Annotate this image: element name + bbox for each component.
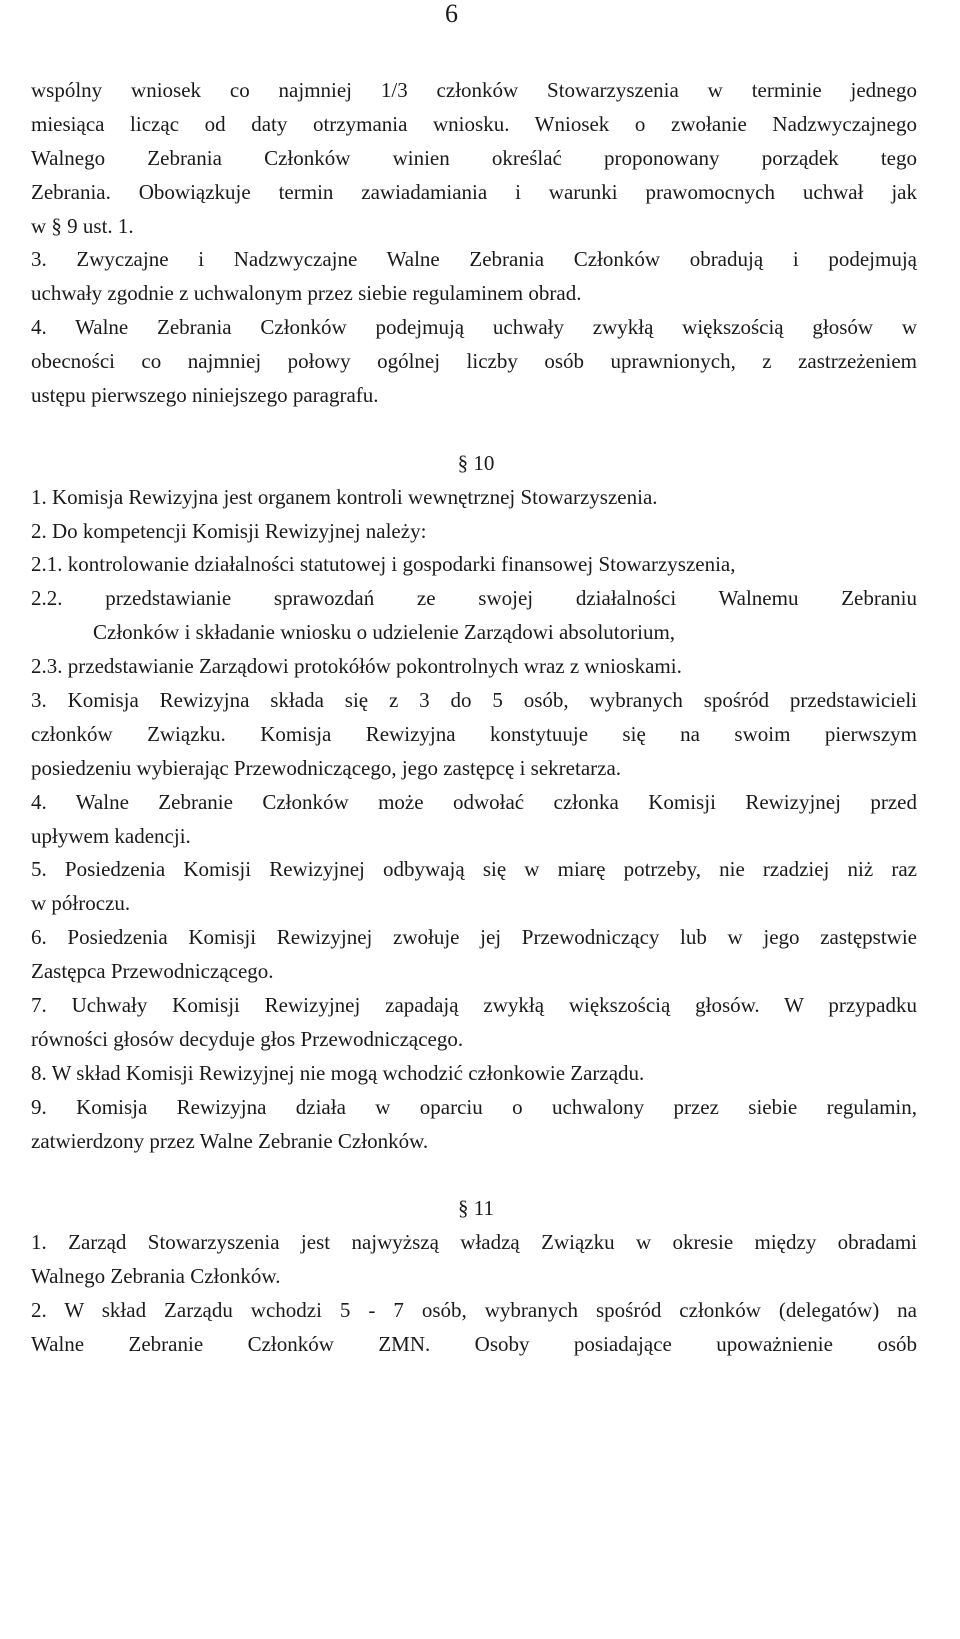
text-line: miesiąca licząc od daty otrzymania wniosku. Wniosek o zwołanie Nadzwyczajnego [31,111,917,136]
section-heading: § 11 [458,1196,494,1221]
text-line: 5. Posiedzenia Komisji Rewizyjnej odbywają się w miarę potrzeby, nie rzadziej niż raz [31,857,917,882]
text-line: Walnego Zebrania Członków. [31,1264,281,1289]
text-line: upływem kadencji. [31,823,191,848]
text-line: 6. Posiedzenia Komisji Rewizyjnej zwołuje jej Przewodniczący lub w jego zastępstwie [31,925,917,950]
text-line: 2. W skład Zarządu wchodzi 5 - 7 osób, wybranych spośród członków (delegatów) na [31,1298,917,1323]
text-line: posiedzeniu wybierając Przewodniczącego, jego zastępcę i sekretarza. [31,755,622,780]
text-line: 2.2. przedstawianie sprawozdań ze swojej działalności Walnemu Zebraniu [31,586,917,611]
section-heading: § 10 [457,450,495,475]
text-line: wspólny wniosek co najmniej 1/3 członków Stowarzyszenia w terminie jednego [31,78,917,102]
text-line: 3. Komisja Rewizyjna składa się z 3 do 5 osób, wybranych spośród przedstawicieli [31,688,917,713]
text-line: 4. Walne Zebrania Członków podejmują uchwały zwykłą większością głosów w [31,315,917,340]
text-line: Walne Zebranie Członków ZMN. Osoby posiadające upoważnienie osób [31,1331,917,1356]
text-line: 4. Walne Zebranie Członków może odwołać członka Komisji Rewizyjnej przed [31,789,917,814]
text-line: równości głosów decyduje głos Przewodniczącego. [31,1026,464,1051]
text-line: 8. W skład Komisji Rewizyjnej nie mogą wchodzić członkowie Zarządu. [31,1060,645,1085]
text-line: obecności co najmniej połowy ogólnej liczby osób uprawnionych, z zastrzeżeniem [31,349,917,374]
text-line: 1. Zarząd Stowarzyszenia jest najwyższą władzą Związku w okresie między obradami [31,1230,917,1255]
text-line: 1. Komisja Rewizyjna jest organem kontroli wewnętrznej Stowarzyszenia. [31,484,658,509]
text-line: w § 9 ust. 1. [31,213,134,238]
text-line: 3. Zwyczajne i Nadzwyczajne Walne Zebrania Członków obradują i podejmują [31,247,917,272]
text-line: 2.1. kontrolowanie działalności statutowej i gospodarki finansowej Stowarzyszenia, [31,552,736,577]
text-line: Zebrania. Obowiązkuje termin zawiadamiania i warunki prawomocnych uchwał jak [31,179,917,204]
paragraph-gap [31,413,917,447]
paragraph-gap [31,1159,917,1193]
text-line: 9. Komisja Rewizyjna działa w oparciu o uchwalony przez siebie regulamin, [31,1094,917,1119]
text-line: uchwały zgodnie z uchwalonym przez siebie regulaminem obrad. [31,281,582,306]
text-line: w półroczu. [31,891,131,916]
text-line: Członków i składanie wniosku o udzielenie Zarządowi absolutorium, [93,620,676,645]
page-number: 6 [445,0,458,28]
text-line: członków Związku. Komisja Rewizyjna konstytuuje się na swoim pierwszym [31,721,917,746]
text-line: Walnego Zebrania Członków winien określać proponowany porządek tego [31,145,917,170]
document-body [31,74,917,1362]
text-line: 2. Do kompetencji Komisji Rewizyjnej należy: [31,518,427,543]
text-line: ustępu pierwszego niniejszego paragrafu. [31,383,379,408]
text-line: 2.3. przedstawianie Zarządowi protokółów pokontrolnych wraz z wnioskami. [31,654,682,679]
text-line: zatwierdzony przez Walne Zebranie Członków. [31,1128,429,1153]
text-line: 7. Uchwały Komisji Rewizyjnej zapadają zwykłą większością głosów. W przypadku [31,993,917,1018]
text-line: Zastępca Przewodniczącego. [31,959,274,984]
